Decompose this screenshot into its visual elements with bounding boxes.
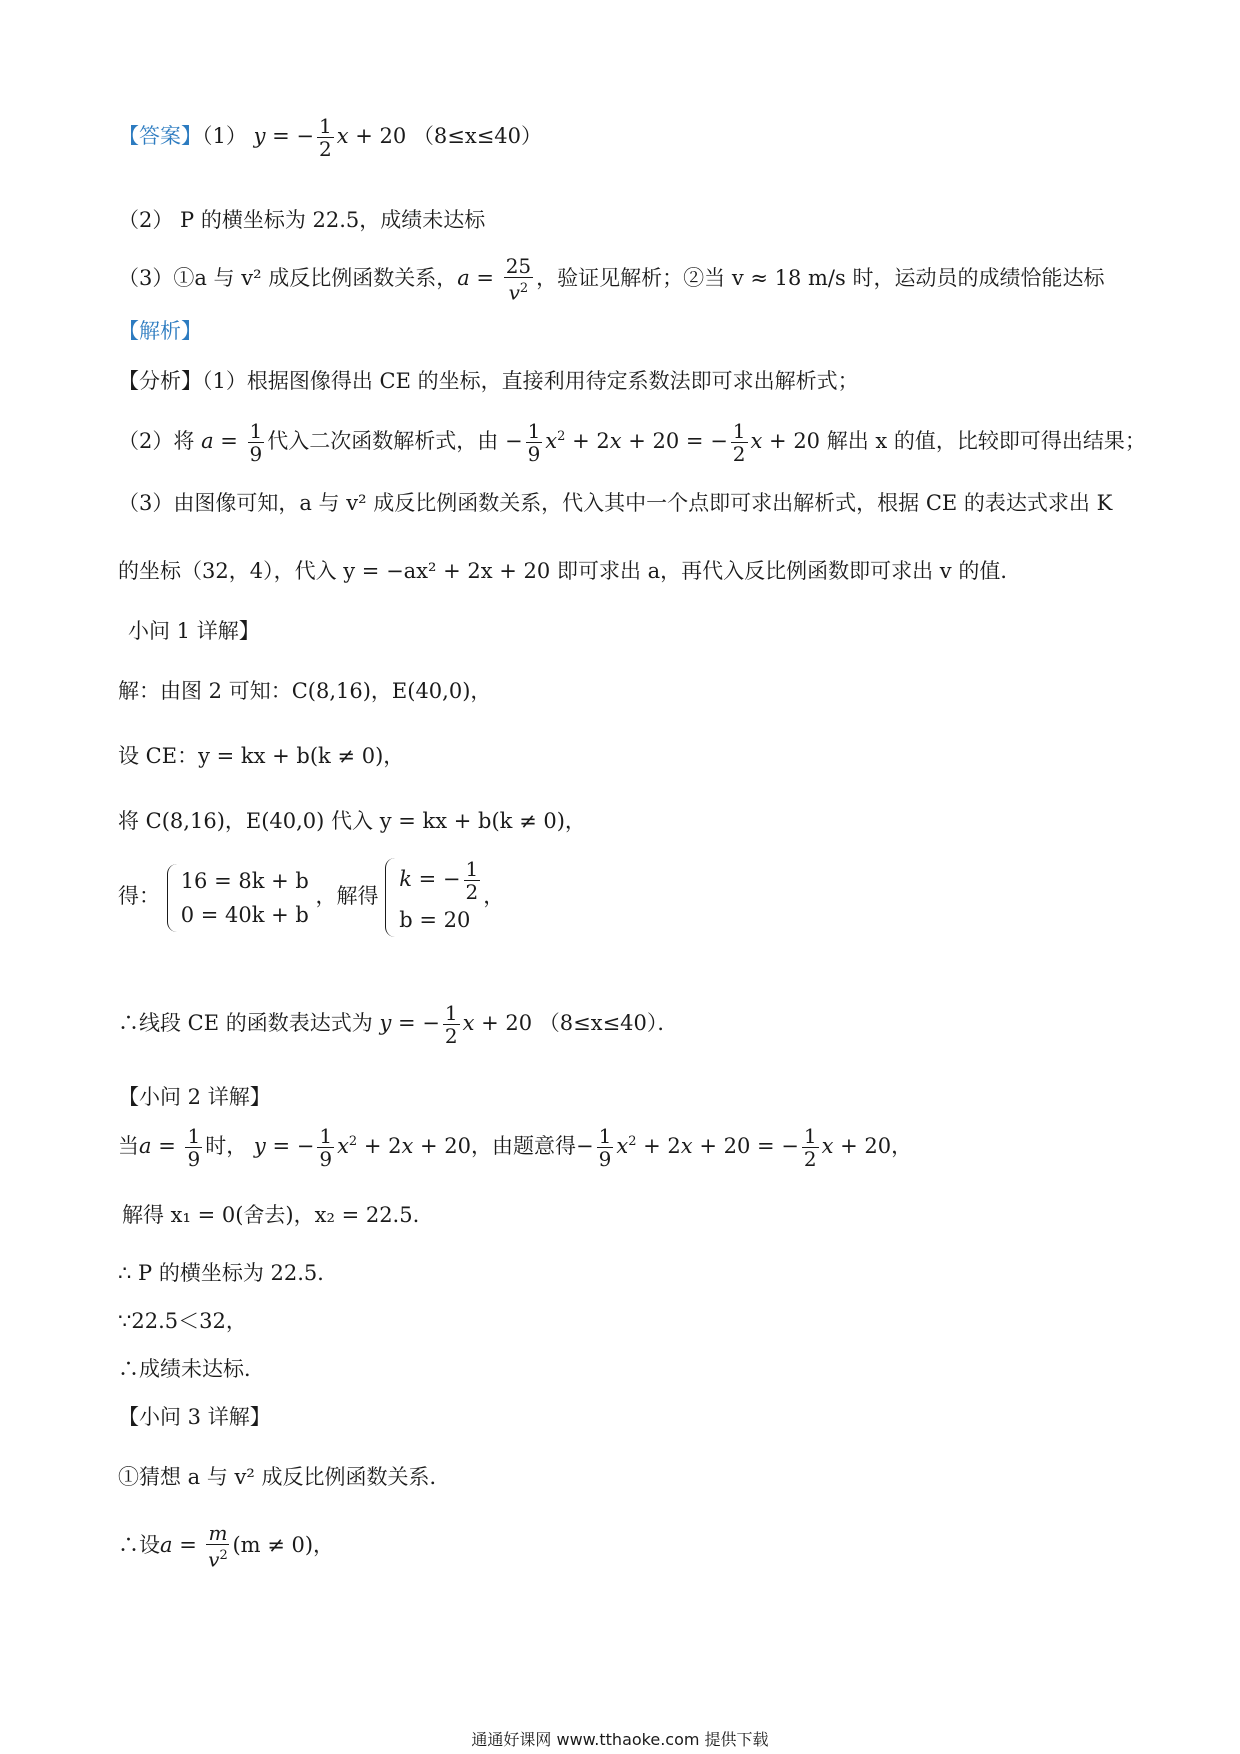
analysis-line-2: （2）将 a = $\frac{1}{9}$ 代入二次函数解析式，由 − $\frac{1}{9}$ $x^2 + 2x + 20$ = − $\frac{1}{2}$ x + 20 解出 x 的值，比较即可得出结果； <box>118 419 1146 466</box>
page-footer: 通通好课网 www.tthaoke.com 提供下载 <box>471 1730 769 1749</box>
subquestion-3-label: 【小问 3 详解】 <box>118 1405 271 1429</box>
solution-line-4: ∴线段 CE 的函数表达式为 y = − $\frac{1}{2}$ x + 20 （8≤x≤40）． <box>118 1001 679 1048</box>
subquestion-2-label: 【小问 2 详解】 <box>118 1085 271 1109</box>
subquestion-1-label: 小问 1 详解】 <box>128 619 260 643</box>
analysis-line-3: （3）由图像可知，a 与 v² 成反比例函数关系，代入其中一个点即可求出解析式，根据 CE 的表达式求出 K <box>118 491 1113 515</box>
answer-label: 【答案】 <box>118 124 202 148</box>
solution-line-1: 解：由图 2 可知：C(8,16)，E(40,0)， <box>118 679 492 703</box>
equation-system-2: k = − $\frac{1}{2}$ b = 20 <box>385 858 483 937</box>
analysis-line-4: 的坐标（32，4），代入 y = −ax² + 2x + 20 即可求出 a，再代入反比例函数即可求出 v 的值． <box>118 559 1022 583</box>
solution-line-9: ∴成绩未达标． <box>118 1357 265 1381</box>
equation-system-1: 16 = 8k + b 0 = 40k + b <box>167 864 309 932</box>
solution-line-3: 将 C(8,16)，E(40,0) 代入 y = kx + b(k ≠ 0)， <box>118 809 586 833</box>
answer-line-1: 【答案】（1） y = − $\frac{1}{2}$ x + 20 （8≤x≤40） <box>118 114 543 161</box>
solution-line-6: 解得 x₁ = 0(舍去)，x₂ = 22.5. <box>122 1203 420 1227</box>
analysis-line-1: 【分析】（1）根据图像得出 CE 的坐标，直接利用待定系数法即可求出解析式； <box>118 369 859 393</box>
solution-line-5: 当a = $\frac{1}{9}$ 时， y = − $\frac{1}{9}$ $x^2 + 2x + 20$，由题意得− $\frac{1}{9}$ $x^2 + 2x + 20$ = − $\frac{1}{2}$ x + 20， <box>118 1124 913 1171</box>
answer-line-2: （2） P 的横坐标为 22.5，成绩未达标 <box>118 208 486 232</box>
analysis-label: 【解析】 <box>118 319 202 343</box>
solution-line-8: ∵22.5＜32， <box>118 1309 247 1333</box>
solution-line-2: 设 CE：y = kx + b(k ≠ 0)， <box>118 744 405 768</box>
solution-line-11: ∴设a = $\frac{m}{v^2}$ (m ≠ 0)， <box>118 1521 335 1572</box>
answer-line-3: （3）①a 与 v² 成反比例函数关系，a = $\frac{25}{v^2}$ ，验证见解析；②当 v ≈ 18 m/s 时，运动员的成绩恰能达标 <box>118 254 1105 305</box>
solution-equation-system: 得： 16 = 8k + b 0 = 40k + b ，解得 k = − $\frac{1}{2}$ b = 20 ， <box>118 858 504 937</box>
solution-line-10: ①猜想 a 与 v² 成反比例函数关系． <box>118 1465 451 1489</box>
solution-line-7: ∴ P 的横坐标为 22.5． <box>118 1261 339 1285</box>
